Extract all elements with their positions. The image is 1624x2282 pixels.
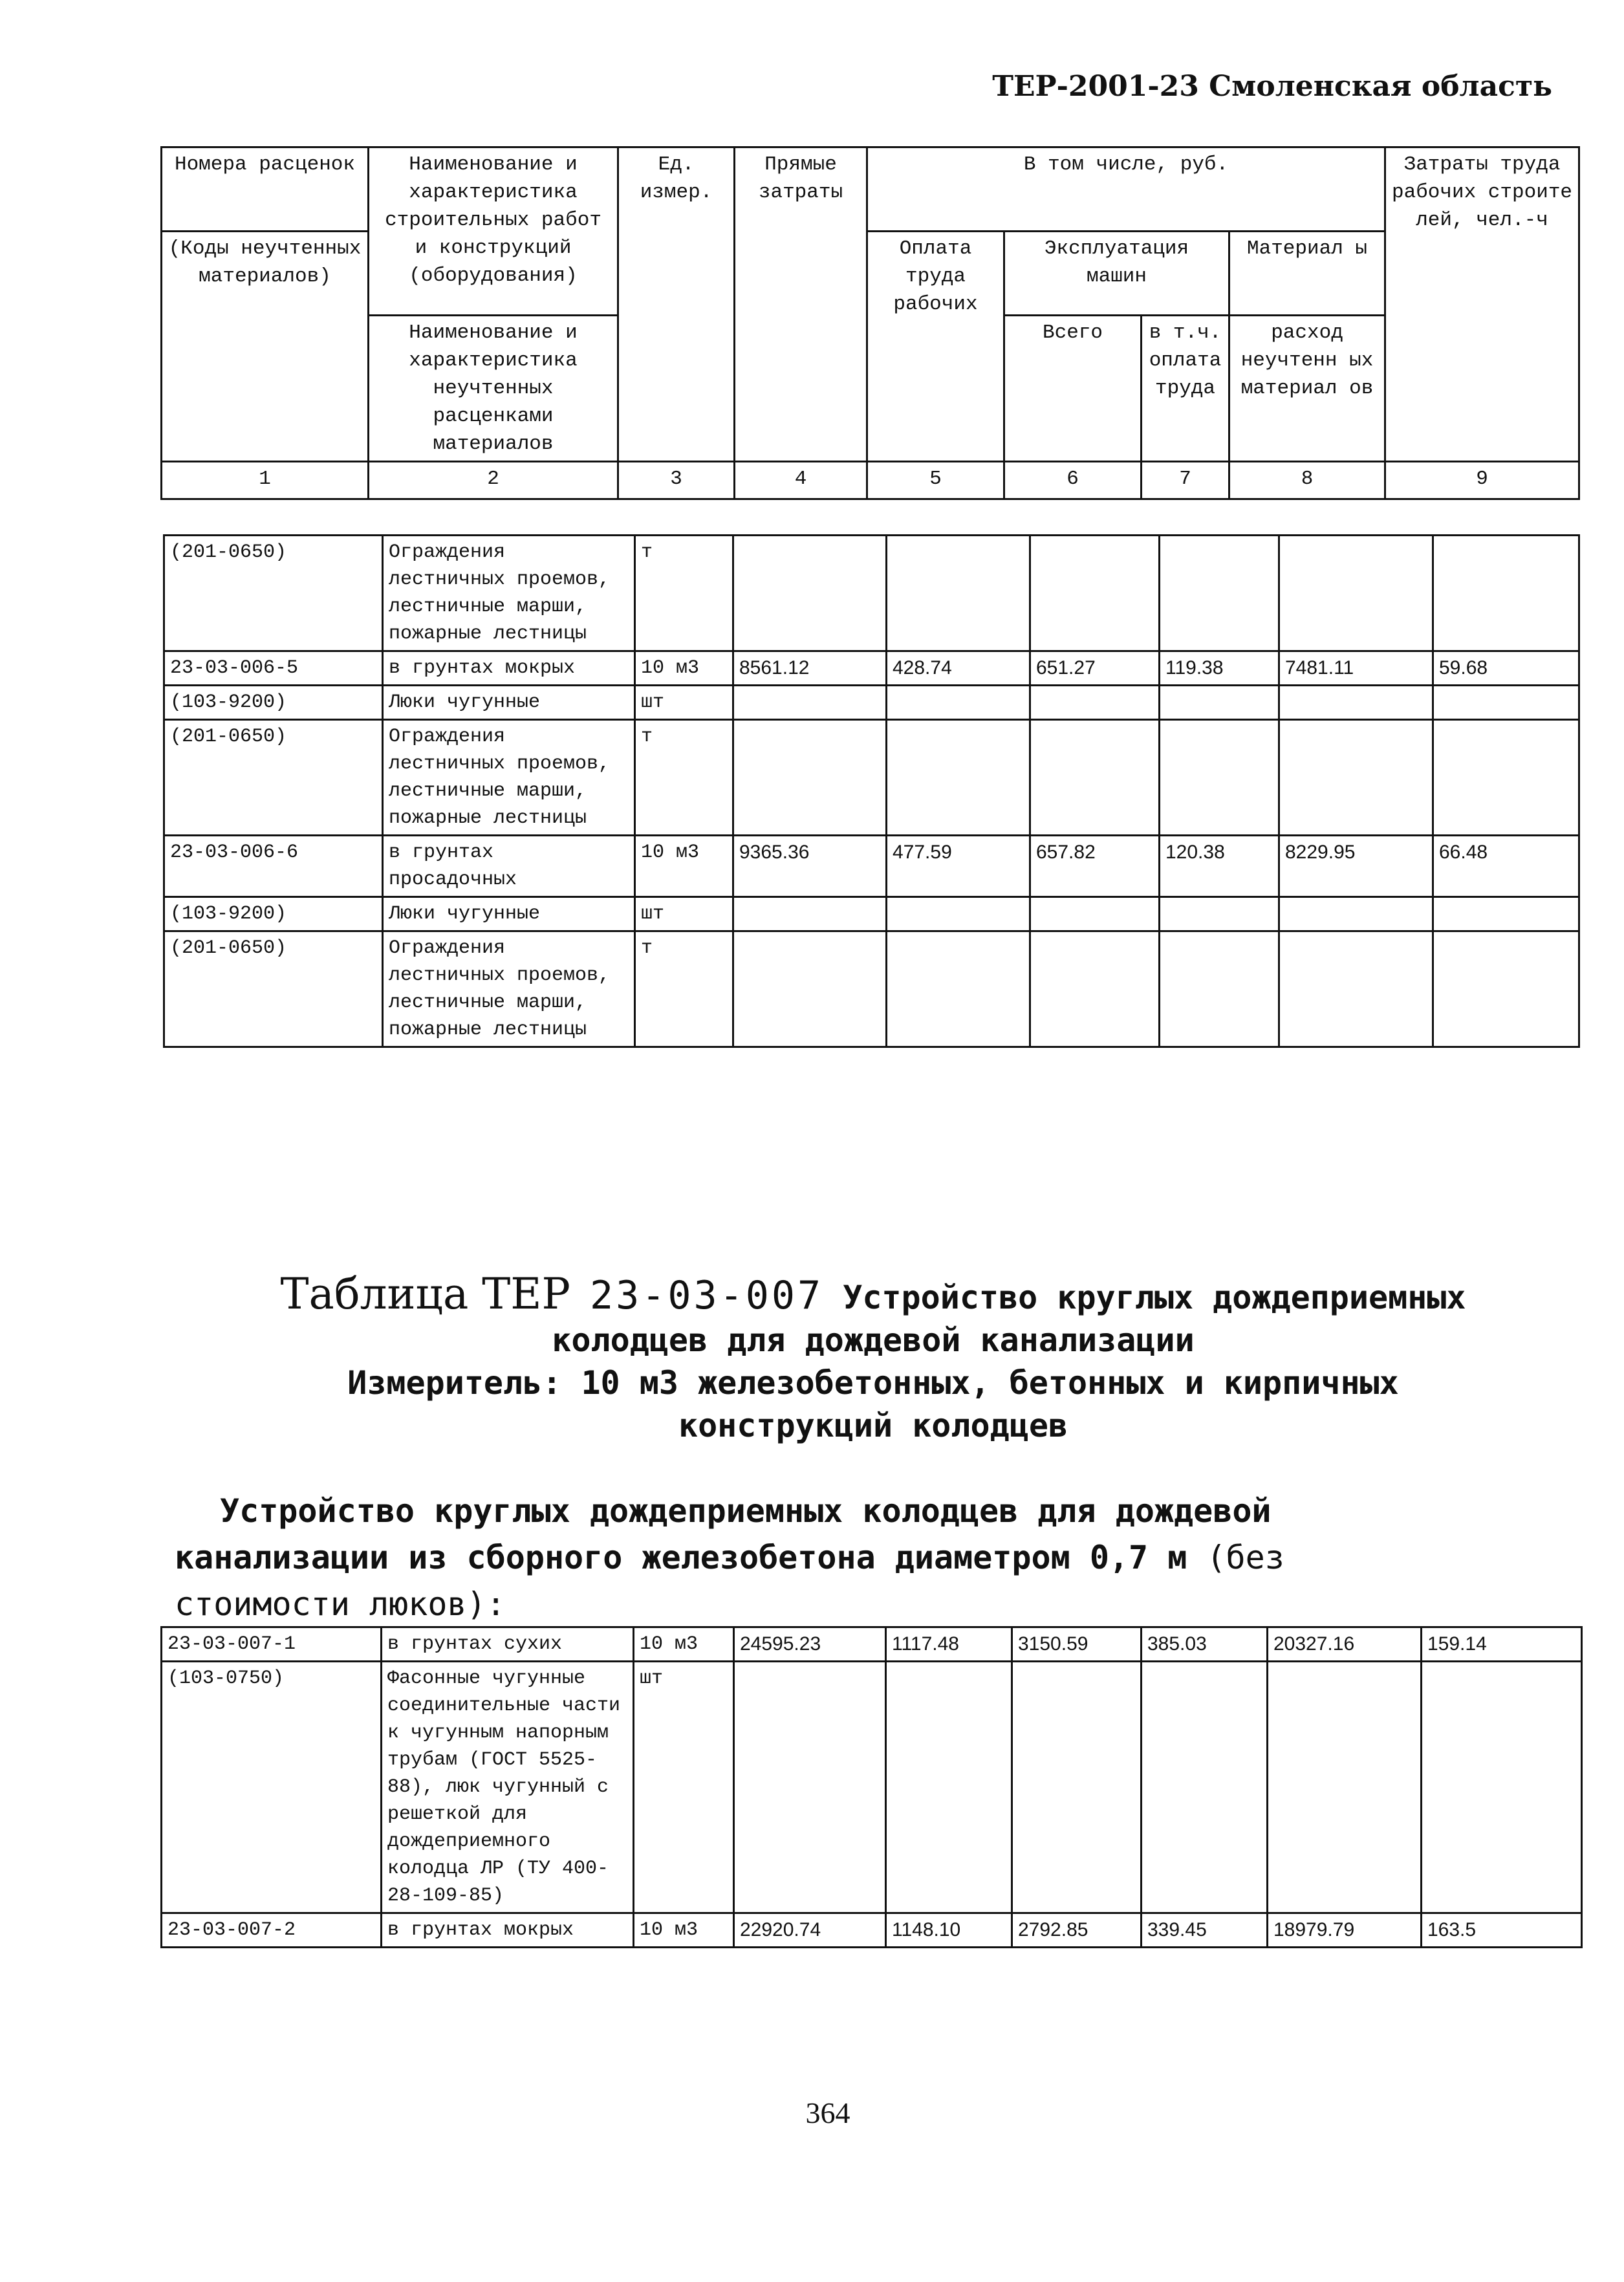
header-direct-costs: Прямые затраты xyxy=(735,147,867,462)
cell-code: (201-0650) xyxy=(164,931,383,1047)
cell-code: 23-03-007-1 xyxy=(162,1627,382,1662)
cell-machines-wages: 120.38 xyxy=(1160,836,1279,897)
cell-materials: 20327.16 xyxy=(1268,1627,1422,1662)
cell-machines-total xyxy=(1030,536,1160,651)
cell-unit: шт xyxy=(635,686,733,720)
cell-wages xyxy=(886,1662,1012,1913)
cell-machines-wages xyxy=(1160,686,1279,720)
cell-materials xyxy=(1279,931,1433,1047)
cell-machines-wages: 385.03 xyxy=(1142,1627,1268,1662)
cell-unit: 10 м3 xyxy=(635,836,733,897)
section-subtitle xyxy=(162,1488,1617,1627)
header-materials: Материал ы xyxy=(1229,232,1385,316)
cell-name: Люки чугунные xyxy=(383,897,635,931)
cell-unit: шт xyxy=(634,1662,734,1913)
header-number: 9 xyxy=(1385,462,1579,499)
cell-direct-costs: 22920.74 xyxy=(734,1913,886,1948)
table-row xyxy=(164,836,1579,897)
table-row xyxy=(162,1627,1582,1662)
cell-direct-costs xyxy=(733,686,887,720)
header-codes: Номера расценок xyxy=(162,147,369,232)
cell-name: в грунтах сухих xyxy=(382,1627,634,1662)
cell-machines-total: 657.82 xyxy=(1030,836,1160,897)
header-wages: Оплата труда рабочих xyxy=(867,232,1004,462)
cell-labor-hours xyxy=(1433,686,1579,720)
cell-direct-costs: 8561.12 xyxy=(733,651,887,686)
cell-wages xyxy=(887,720,1030,836)
cell-materials xyxy=(1279,686,1433,720)
header-number: 2 xyxy=(369,462,618,499)
table-row xyxy=(164,536,1579,651)
cell-materials: 7481.11 xyxy=(1279,651,1433,686)
header-number: 1 xyxy=(162,462,369,499)
cell-unit: т xyxy=(635,720,733,836)
cell-materials xyxy=(1279,536,1433,651)
cell-code: (103-9200) xyxy=(164,897,383,931)
header-including: В том числе, руб. xyxy=(867,147,1385,232)
cell-machines-total xyxy=(1030,720,1160,836)
table-row xyxy=(164,720,1579,836)
cell-labor-hours: 59.68 xyxy=(1433,651,1579,686)
subtitle-line-2: канализации из сборного железобетона диаметром 0,7 м xyxy=(175,1539,1187,1576)
cell-name: в грунтах просадочных xyxy=(383,836,635,897)
table-label: Таблица ТЕР xyxy=(280,1269,570,1319)
cell-wages: 428.74 xyxy=(887,651,1030,686)
cell-name: в грунтах мокрых xyxy=(382,1913,634,1948)
header-number: 6 xyxy=(1004,462,1142,499)
cell-code: (201-0650) xyxy=(164,536,383,651)
cell-machines-wages: 119.38 xyxy=(1160,651,1279,686)
table-code: 23-03-007 xyxy=(590,1273,824,1318)
caption-line-4: конструкций колодцев xyxy=(678,1407,1068,1444)
header-unit: Ед. измер. xyxy=(618,147,735,462)
cell-materials xyxy=(1268,1662,1422,1913)
cell-machines-total xyxy=(1012,1662,1142,1913)
header-machines-total: Всего xyxy=(1004,316,1142,462)
cell-materials xyxy=(1279,897,1433,931)
cell-labor-hours xyxy=(1433,897,1579,931)
table-row xyxy=(162,1662,1582,1913)
cell-materials: 18979.79 xyxy=(1268,1913,1422,1948)
cell-name: Люки чугунные xyxy=(383,686,635,720)
caption-line-1: Устройство круглых дождеприемных xyxy=(843,1279,1466,1316)
table-row xyxy=(164,651,1579,686)
cell-machines-total xyxy=(1030,897,1160,931)
cell-unit: т xyxy=(635,931,733,1047)
cell-machines-total: 651.27 xyxy=(1030,651,1160,686)
cell-unit: 10 м3 xyxy=(634,1913,734,1948)
cell-wages: 477.59 xyxy=(887,836,1030,897)
cell-machines-wages xyxy=(1160,720,1279,836)
cell-labor-hours xyxy=(1422,1662,1582,1913)
cell-machines-wages: 339.45 xyxy=(1142,1913,1268,1948)
cell-wages xyxy=(887,931,1030,1047)
cell-code: (201-0650) xyxy=(164,720,383,836)
header-number: 5 xyxy=(867,462,1004,499)
cell-machines-wages xyxy=(1160,897,1279,931)
header-machines: Эксплуатация машин xyxy=(1004,232,1229,316)
cell-machines-total: 3150.59 xyxy=(1012,1627,1142,1662)
subtitle-line-2-tail: (без xyxy=(1206,1539,1284,1576)
header-name-bottom: Наименование и характеристика неучтенных расценками материалов xyxy=(369,316,618,462)
cell-machines-wages xyxy=(1160,536,1279,651)
cell-code: 23-03-006-6 xyxy=(164,836,383,897)
cell-direct-costs xyxy=(733,931,887,1047)
cell-labor-hours: 66.48 xyxy=(1433,836,1579,897)
cell-wages xyxy=(887,536,1030,651)
cell-code: (103-9200) xyxy=(164,686,383,720)
cell-direct-costs xyxy=(733,720,887,836)
cell-name: Ограждения лестничных проемов, лестничные марши, пожарные лестницы xyxy=(383,536,635,651)
cell-unit: т xyxy=(635,536,733,651)
header-number: 8 xyxy=(1229,462,1385,499)
header-name: Наименование и характеристика строительных работ и конструкций (оборудования) xyxy=(369,147,618,316)
cell-wages: 1148.10 xyxy=(886,1913,1012,1948)
cell-direct-costs: 9365.36 xyxy=(733,836,887,897)
header-codes-bottom: (Коды неучтенных материалов) xyxy=(162,232,369,462)
cell-machines-total xyxy=(1030,931,1160,1047)
cell-machines-total xyxy=(1030,686,1160,720)
table-header xyxy=(160,146,1580,500)
cell-labor-hours: 163.5 xyxy=(1422,1913,1582,1948)
rates-table-top xyxy=(163,534,1580,1048)
header-number: 3 xyxy=(618,462,735,499)
cell-materials xyxy=(1279,720,1433,836)
caption-line-2: колодцев для дождевой канализации xyxy=(552,1321,1195,1359)
cell-code: 23-03-007-2 xyxy=(162,1913,382,1948)
cell-unit: 10 м3 xyxy=(634,1627,734,1662)
cell-name: в грунтах мокрых xyxy=(383,651,635,686)
caption-line-3: Измеритель: 10 м3 железобетонных, бетонных и кирпичных xyxy=(347,1364,1399,1402)
cell-code: (103-0750) xyxy=(162,1662,382,1913)
cell-name: Ограждения лестничных проемов, лестничные марши, пожарные лестницы xyxy=(383,931,635,1047)
cell-direct-costs xyxy=(733,536,887,651)
cell-direct-costs: 24595.23 xyxy=(734,1627,886,1662)
cell-direct-costs xyxy=(734,1662,886,1913)
table-row xyxy=(164,897,1579,931)
cell-labor-hours: 159.14 xyxy=(1422,1627,1582,1662)
cell-name: Ограждения лестничных проемов, лестничные марши, пожарные лестницы xyxy=(383,720,635,836)
rates-table-bottom xyxy=(160,1626,1583,1948)
cell-name: Фасонные чугунные соединительные части к чугунным напорным трубам (ГОСТ 5525-88), люк чугунный с решеткой для дождеприемного колодца ЛР (ТУ 400-28-109-85) xyxy=(382,1662,634,1913)
cell-machines-wages xyxy=(1142,1662,1268,1913)
header-machines-wages: в т.ч. оплата труда xyxy=(1142,316,1229,462)
subtitle-line-3: стоимости люков): xyxy=(175,1585,506,1623)
cell-machines-wages xyxy=(1160,931,1279,1047)
cell-labor-hours xyxy=(1433,720,1579,836)
header-number: 4 xyxy=(735,462,867,499)
subtitle-line-1: Устройство круглых дождеприемных колодцев для дождевой xyxy=(220,1492,1272,1530)
cell-direct-costs xyxy=(733,897,887,931)
header-labor-hours: Затраты труда рабочих строите лей, чел.-ч xyxy=(1385,147,1579,462)
cell-labor-hours xyxy=(1433,536,1579,651)
table-caption xyxy=(162,1269,1585,1447)
cell-code: 23-03-006-5 xyxy=(164,651,383,686)
header-materials-unaccounted: расход неучтенн ых материал ов xyxy=(1229,316,1385,462)
cell-materials: 8229.95 xyxy=(1279,836,1433,897)
header-number: 7 xyxy=(1142,462,1229,499)
table-row xyxy=(162,1913,1582,1948)
cell-wages xyxy=(887,897,1030,931)
table-row xyxy=(164,686,1579,720)
cell-machines-total: 2792.85 xyxy=(1012,1913,1142,1948)
cell-unit: шт xyxy=(635,897,733,931)
cell-wages xyxy=(887,686,1030,720)
page-header-title: ТЕР-2001-23 Смоленская область xyxy=(992,70,1552,103)
cell-wages: 1117.48 xyxy=(886,1627,1012,1662)
page-number: 364 xyxy=(805,2096,850,2129)
cell-labor-hours xyxy=(1433,931,1579,1047)
table-row xyxy=(164,931,1579,1047)
cell-unit: 10 м3 xyxy=(635,651,733,686)
